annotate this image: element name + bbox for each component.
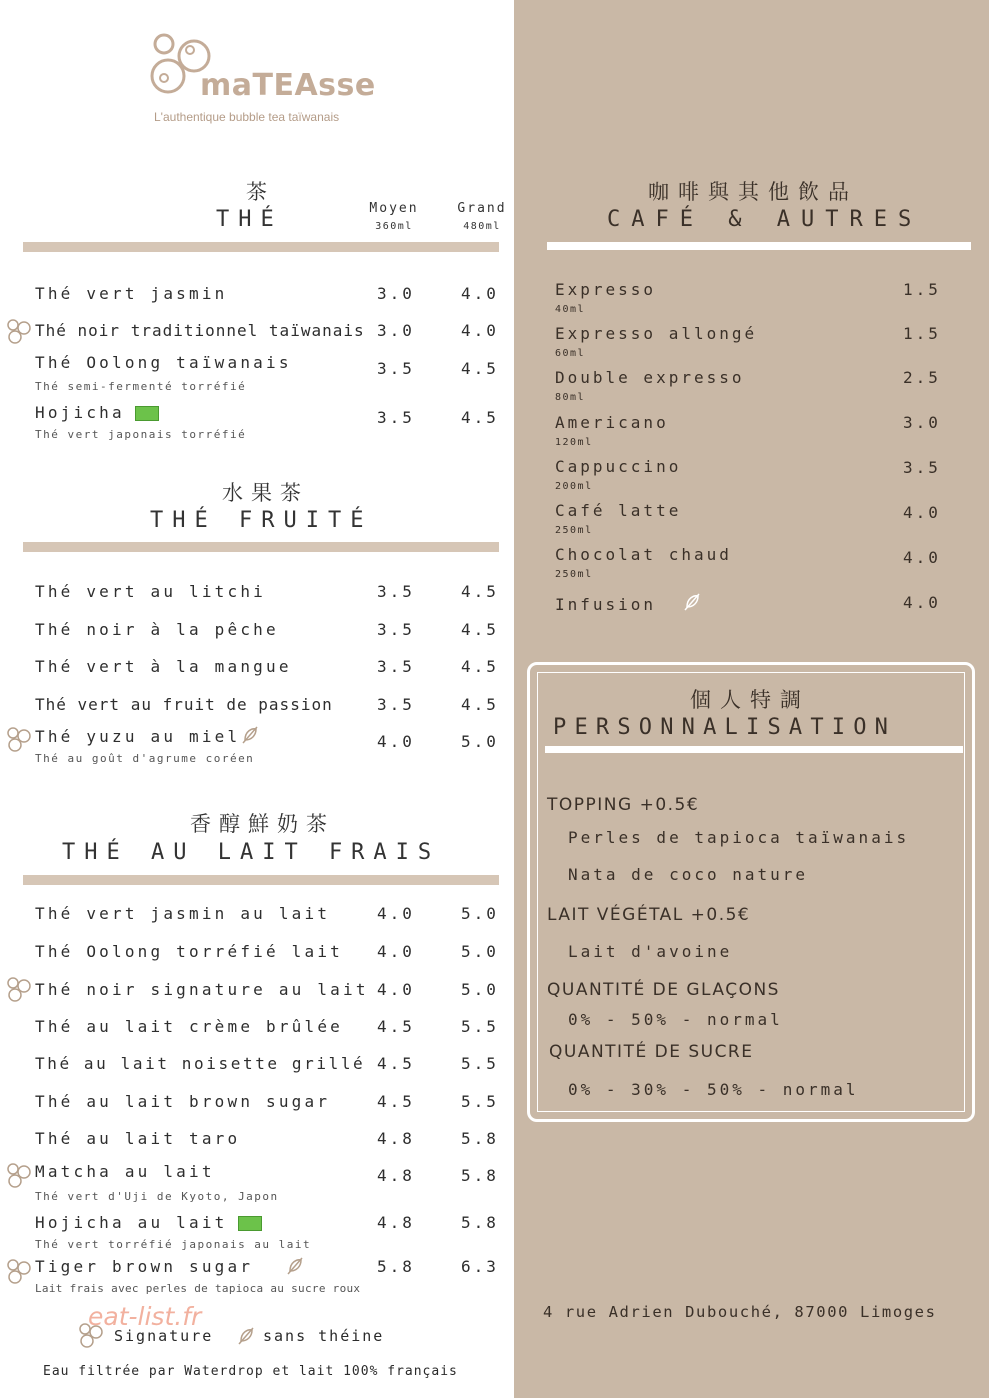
menu-item-name: Thé noir traditionnel taïwanais	[35, 321, 365, 340]
perso-divider	[545, 746, 963, 753]
menu-item-name: Infusion	[555, 595, 657, 614]
ice-quantity-heading: QUANTITÉ DE GLAÇONS	[547, 980, 780, 1000]
no-theine-icon	[240, 725, 260, 745]
menu-item-name: Thé vert jasmin	[35, 284, 228, 303]
menu-item-name: Thé yuzu au miel	[35, 727, 241, 746]
address: 4 rue Adrien Dubouché, 87000 Limoges	[543, 1303, 937, 1321]
menu-item-name: Americano	[555, 413, 669, 432]
cafe-section-title: CAFÉ & AUTRES	[607, 207, 923, 232]
price-medium: 3.5	[377, 657, 415, 676]
perso-cn-title: 個人特調	[690, 688, 810, 712]
price-medium: 4.5	[377, 1092, 415, 1111]
fruit-divider	[23, 542, 499, 552]
signature-icon	[6, 318, 32, 344]
menu-item-name: Cappuccino	[555, 457, 682, 476]
lait-section-title: THÉ AU LAIT FRAIS	[62, 840, 441, 865]
price-medium: 3.5	[377, 620, 415, 639]
menu-item-name: Thé vert à la mangue	[35, 657, 292, 676]
price-medium: 3.5	[377, 582, 415, 601]
legend-signature: Signature	[114, 1327, 214, 1345]
topping-option: Perles de tapioca taïwanais	[568, 828, 910, 847]
price-medium: 4.0	[377, 980, 415, 999]
price-medium: 3.5	[377, 695, 415, 714]
menu-item-name: Thé au lait noisette grillé	[35, 1054, 366, 1073]
price-large: 5.0	[461, 980, 499, 999]
menu-item-name: Matcha au lait	[35, 1162, 215, 1181]
price-medium: 3.5	[377, 359, 415, 378]
organic-leaf-icon	[135, 406, 159, 421]
perso-section-title: PERSONNALISATION	[553, 715, 897, 740]
price-medium: 4.8	[377, 1166, 415, 1185]
menu-item-description: Thé au goût d'agrume coréen	[35, 752, 255, 765]
signature-icon	[6, 1162, 32, 1188]
price: 3.0	[903, 413, 941, 432]
lait-cn-title: 香醇鮮奶茶	[190, 812, 335, 836]
logo-tagline: L'authentique bubble tea taïwanais	[154, 110, 340, 124]
price-large: 6.3	[461, 1257, 499, 1276]
menu-item-name	[35, 403, 159, 422]
watermark: eat-list.fr	[88, 1302, 202, 1331]
menu-item-name: Thé au lait brown sugar	[35, 1092, 331, 1111]
menu-item-name: Thé noir à la pêche	[35, 620, 279, 639]
cafe-divider	[547, 242, 971, 250]
price-large: 4.5	[461, 620, 499, 639]
menu-item-description: Thé vert d'Uji de Kyoto, Japon	[35, 1190, 279, 1203]
signature-icon	[78, 1322, 104, 1348]
price-medium: 4.8	[377, 1129, 415, 1148]
menu-item-description: Thé vert japonais torréfié	[35, 428, 247, 441]
menu-item-volume: 250ml	[555, 525, 593, 536]
price-medium: 4.5	[377, 1017, 415, 1036]
menu-item-name: Thé au lait taro	[35, 1129, 241, 1148]
legend-water-note: Eau filtrée par Waterdrop et lait 100% français	[43, 1364, 458, 1379]
menu-item-name: Thé vert au litchi	[35, 582, 266, 601]
menu-item-label: Hojicha au lait	[35, 1213, 228, 1232]
menu-item-name: Thé Oolong taïwanais	[35, 353, 292, 372]
price-medium: 4.8	[377, 1213, 415, 1232]
price-large: 4.5	[461, 582, 499, 601]
menu-item-name: Thé vert au fruit de passion	[35, 695, 333, 714]
price-large: 5.8	[461, 1166, 499, 1185]
price-medium: 3.0	[377, 284, 415, 303]
price-medium: 3.0	[377, 321, 415, 340]
the-divider	[23, 242, 499, 252]
menu-item-volume: 120ml	[555, 437, 593, 448]
fruit-cn-title: 水果茶	[222, 481, 309, 505]
price: 2.5	[903, 368, 941, 387]
price-large: 5.0	[461, 904, 499, 923]
price-medium: 4.0	[377, 732, 415, 751]
price-large: 4.5	[461, 408, 499, 427]
ice-quantity-options: 0% - 50% - normal	[568, 1010, 783, 1029]
legend-no-theine: sans théine	[263, 1327, 385, 1345]
organic-leaf-icon	[238, 1216, 262, 1231]
price-large: 5.8	[461, 1129, 499, 1148]
no-theine-icon	[682, 592, 702, 612]
size-large-label: Grand	[457, 201, 507, 216]
menu-item-name: Chocolat chaud	[555, 545, 732, 564]
menu-item-name: Expresso allongé	[555, 324, 758, 343]
price-large: 5.5	[461, 1017, 499, 1036]
the-cn-title: 茶	[246, 180, 275, 204]
price: 1.5	[903, 324, 941, 343]
menu-item-volume: 80ml	[555, 392, 586, 403]
cafe-cn-title: 咖啡與其他飲品	[648, 180, 858, 204]
menu-item-volume: 40ml	[555, 304, 586, 315]
no-theine-icon	[236, 1326, 256, 1346]
price-large: 5.8	[461, 1213, 499, 1232]
price-medium: 5.8	[377, 1257, 415, 1276]
size-medium-volume: 360ml	[375, 221, 413, 232]
price-large: 5.5	[461, 1054, 499, 1073]
price: 3.5	[903, 458, 941, 477]
menu-item-name: Café latte	[555, 501, 682, 520]
menu-item-name	[35, 1213, 262, 1232]
price-medium: 4.0	[377, 942, 415, 961]
menu-item-name: Expresso	[555, 280, 657, 299]
size-large-volume: 480ml	[463, 221, 501, 232]
price: 4.0	[903, 593, 941, 612]
menu-item-label: Hojicha	[35, 403, 125, 422]
price: 4.0	[903, 548, 941, 567]
price-large: 4.5	[461, 657, 499, 676]
sugar-quantity-heading: QUANTITÉ DE SUCRE	[549, 1042, 754, 1062]
price-medium: 4.0	[377, 904, 415, 923]
price-large: 4.0	[461, 284, 499, 303]
menu-item-name: Thé vert jasmin au lait	[35, 904, 331, 923]
signature-icon	[6, 976, 32, 1002]
topping-heading: TOPPING +0.5€	[547, 795, 700, 815]
menu-item-name: Thé Oolong torréfié lait	[35, 942, 343, 961]
price-large: 4.5	[461, 359, 499, 378]
menu-item-description: Thé semi-fermenté torréfié	[35, 380, 247, 393]
topping-option: Nata de coco nature	[568, 865, 809, 884]
menu-item-description: Lait frais avec perles de tapioca au sucre roux	[35, 1282, 361, 1295]
plant-milk-heading: LAIT VÉGÉTAL +0.5€	[547, 905, 751, 925]
the-section-title: THÉ	[216, 207, 283, 232]
menu-item-description: Thé vert torréfié japonais au lait	[35, 1238, 312, 1251]
price-large: 5.0	[461, 942, 499, 961]
price-large: 4.0	[461, 321, 499, 340]
signature-icon	[6, 1258, 32, 1284]
price: 4.0	[903, 503, 941, 522]
price-large: 4.5	[461, 695, 499, 714]
menu-item-volume: 200ml	[555, 481, 593, 492]
price-large: 5.0	[461, 732, 499, 751]
logo-name: maTEAsse	[200, 68, 376, 103]
menu-item-name: Tiger brown sugar	[35, 1257, 254, 1276]
price-medium: 4.5	[377, 1054, 415, 1073]
menu-item-volume: 60ml	[555, 348, 586, 359]
price-large: 5.5	[461, 1092, 499, 1111]
lait-divider	[23, 875, 499, 885]
sugar-quantity-options: 0% - 30% - 50% - normal	[568, 1080, 859, 1099]
menu-item-name: Thé au lait crème brûlée	[35, 1017, 343, 1036]
price: 1.5	[903, 280, 941, 299]
price-medium: 3.5	[377, 408, 415, 427]
menu-item-name: Thé noir signature au lait	[35, 980, 369, 999]
menu-item-name: Double expresso	[555, 368, 745, 387]
size-medium-label: Moyen	[369, 201, 419, 216]
plant-milk-option: Lait d'avoine	[568, 942, 733, 961]
fruit-section-title: THÉ FRUITÉ	[150, 508, 373, 533]
menu-item-volume: 250ml	[555, 569, 593, 580]
no-theine-icon	[285, 1256, 305, 1276]
signature-icon	[6, 726, 32, 752]
